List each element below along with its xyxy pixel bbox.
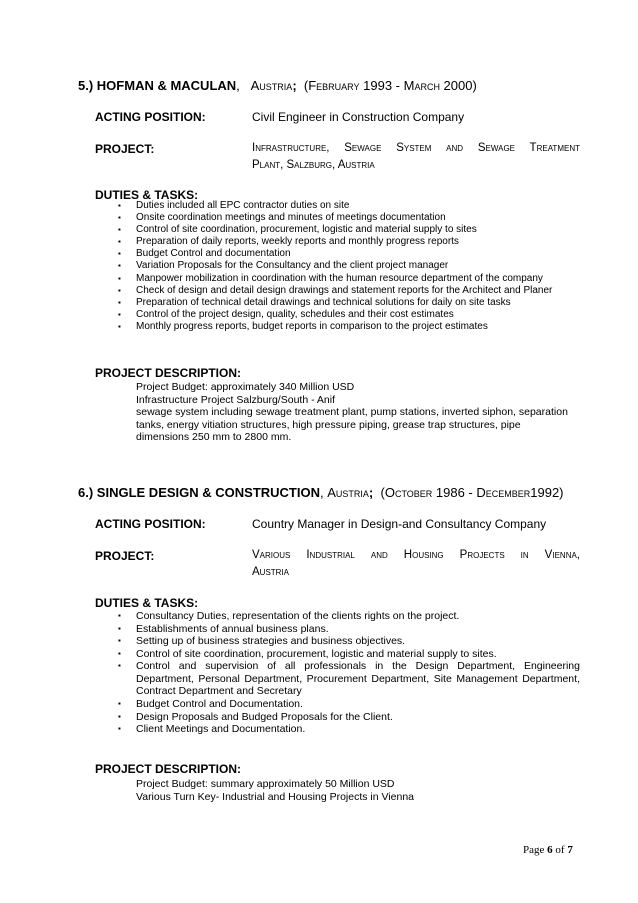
bullet-icon: ▪ bbox=[118, 321, 121, 331]
section-5-project-label: PROJECT: bbox=[95, 142, 155, 156]
section-6-semicolon: ; bbox=[368, 485, 374, 500]
section-6-project-label: PROJECT: bbox=[95, 549, 155, 563]
list-item: ▪ Control of the project design, quality, schedules and their cost estimates bbox=[118, 308, 454, 320]
bullet-icon: ▪ bbox=[118, 636, 121, 646]
desc-line: Infrastructure Project Salzburg/South - Anif bbox=[136, 393, 336, 406]
section-6-acting-label: ACTING POSITION: bbox=[95, 517, 206, 531]
desc-line: dimensions 250 mm to 2800 mm. bbox=[136, 431, 292, 444]
section-6-duties-label: DUTIES & TASKS: bbox=[95, 596, 199, 610]
list-item: ▪ Establishments of annual business plans. bbox=[118, 622, 329, 635]
bullet-icon: ▪ bbox=[118, 711, 121, 721]
section-5-country: Austria bbox=[250, 78, 293, 93]
desc-line: Various Turn Key- Industrial and Housing Projects in Vienna bbox=[136, 790, 415, 803]
list-item: ▪ Preparation of daily reports, weekly reports and monthly progress reports bbox=[118, 236, 459, 248]
section-5-sep: , bbox=[236, 78, 240, 93]
section-6-desc-label: PROJECT DESCRIPTION: bbox=[95, 762, 242, 776]
list-item: ▪ Duties included all EPC contractor duties on site bbox=[118, 200, 350, 211]
section-5-acting-value: Civil Engineer in Construction Company bbox=[252, 110, 465, 124]
section-6-header bbox=[78, 485, 564, 500]
section-5-duties-label: DUTIES & TASKS: bbox=[95, 188, 199, 202]
bullet-icon: ▪ bbox=[118, 297, 121, 307]
bullet-icon: ▪ bbox=[118, 285, 121, 295]
bullet-icon: ▪ bbox=[118, 261, 121, 271]
bullet-icon: ▪ bbox=[118, 273, 121, 283]
section-6-duties-list bbox=[118, 610, 497, 660]
section-6-number: 6.) bbox=[78, 485, 94, 500]
list-item: ▪ Control of site coordination, procurement, logistic and material supply to sites bbox=[118, 224, 477, 236]
list-item: ▪ Budget Control and Documentation. bbox=[118, 698, 303, 710]
list-item: ▪ Budget Control and documentation bbox=[118, 248, 291, 260]
bullet-icon: ▪ bbox=[118, 699, 121, 708]
bullet-icon: ▪ bbox=[118, 309, 121, 319]
desc-line: sewage system including sewage treatment plant, pump stations, inverted siphon, separation bbox=[136, 406, 568, 419]
section-5-semicolon: ; bbox=[292, 78, 297, 93]
page-footer bbox=[523, 844, 573, 856]
bullet-icon: ▪ bbox=[118, 611, 121, 620]
list-item: ▪ Client Meetings and Documentation. bbox=[118, 723, 306, 736]
list-item: ▪ Preparation of technical detail drawings and technical solutions for daily on site tasks bbox=[118, 296, 511, 308]
section-6-company: SINGLE DESIGN & CONSTRUCTION bbox=[96, 485, 320, 500]
page-total: 7 bbox=[567, 844, 573, 856]
bullet-icon: ▪ bbox=[118, 201, 121, 210]
bullet-icon: ▪ bbox=[118, 623, 121, 633]
section-5-company: HOFMAN & MACULAN bbox=[96, 78, 237, 93]
list-item: ▪ Control of site coordination, procurement, logistic and material supply to sites. bbox=[118, 647, 497, 660]
section-5-project-line1: Infrastructure, Sewage System and Sewage Treatment bbox=[252, 142, 580, 154]
section-6-project-line1: Various Industrial and Housing Projects in Vienna, bbox=[252, 549, 580, 561]
bullet-icon: ▪ bbox=[118, 225, 121, 235]
section-5-desc-label: PROJECT DESCRIPTION: bbox=[95, 366, 242, 380]
section-6-country: Austria bbox=[327, 485, 369, 500]
section-5-period: (February 1993 - March 2000) bbox=[303, 78, 477, 93]
section-5-duties-list bbox=[118, 200, 552, 333]
section-6-duties-list-after bbox=[118, 698, 393, 736]
section-6-project-line2: Austria bbox=[252, 566, 290, 578]
bullet-icon: ▪ bbox=[118, 237, 121, 247]
section-5-project-line2: Plant, Salzburg, Austria bbox=[252, 159, 375, 171]
desc-line: Project Budget: summary approximately 50 Million USD bbox=[136, 778, 395, 790]
bullet-icon: ▪ bbox=[118, 249, 121, 259]
section-6-period: (October 1986 - December1992) bbox=[380, 485, 564, 500]
section-6-acting-value: Country Manager in Design-and Consultancy Company bbox=[252, 517, 547, 531]
list-item: ▪ Consultancy Duties, representation of the clients rights on the project. bbox=[118, 610, 460, 622]
page-number: 6 bbox=[547, 844, 553, 856]
section-5-desc bbox=[136, 381, 568, 444]
page-word: Page bbox=[523, 844, 545, 856]
section-5-acting-label: ACTING POSITION: bbox=[95, 110, 206, 124]
section-5-number: 5.) bbox=[78, 78, 94, 93]
section-6-desc bbox=[136, 778, 414, 803]
bullet-icon: ▪ bbox=[118, 213, 121, 223]
list-item: ▪ Variation Proposals for the Consultancy and the client project manager bbox=[118, 260, 449, 272]
bullet-icon: ▪ bbox=[118, 648, 121, 658]
section-6-duty-wrapped: Control and supervision of all professionals in the Design Department, Engineering Department, Personal Department, Procurement Department, Site Management Department, Contract Department and Secretary bbox=[136, 660, 580, 698]
list-item: ▪ Onsite coordination meetings and minutes of meetings documentation bbox=[118, 212, 446, 224]
list-item: ▪ Check of design and detail design drawings and statement reports for the Architect and Planer bbox=[118, 284, 553, 296]
section-6-sep: , bbox=[319, 485, 324, 500]
bullet-icon: ▪ bbox=[118, 724, 121, 734]
list-item: ▪ Design Proposals and Budged Proposals for the Client. bbox=[118, 710, 393, 723]
list-item: ▪ Manpower mobilization in coordination with the human resource department of the company bbox=[118, 272, 543, 284]
of-word: of bbox=[555, 844, 565, 856]
list-item: ▪ Monthly progress reports, budget reports in comparison to the project estimates bbox=[118, 320, 488, 332]
section-5-header bbox=[78, 78, 477, 93]
list-item: ▪ Setting up of business strategies and business objectives. bbox=[118, 635, 406, 648]
bullet-icon: ▪ bbox=[118, 661, 121, 670]
desc-line: tanks, energy vitiation structures, high pressure piping, grease trap structures, pipe bbox=[136, 418, 521, 431]
desc-line: Project Budget: approximately 340 Million USD bbox=[136, 381, 355, 393]
